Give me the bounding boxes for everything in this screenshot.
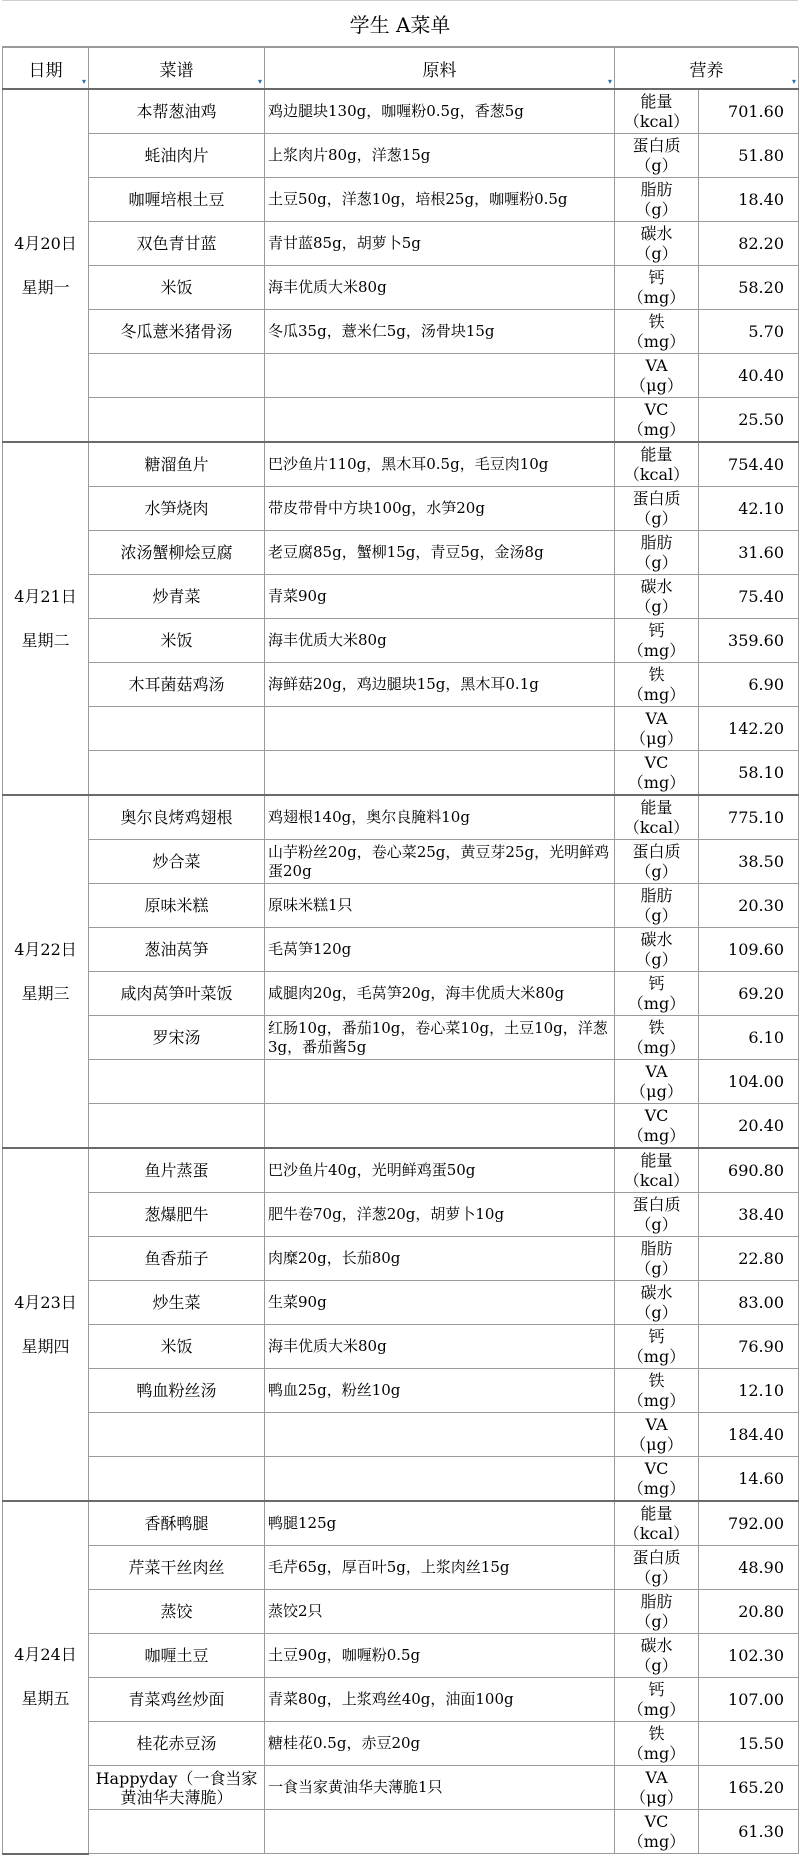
menu-row xyxy=(3,266,799,310)
dish-name-cell[interactable]: 浓汤蟹柳烩豆腐 xyxy=(89,531,265,575)
dish-name-cell[interactable]: 冬瓜薏米猪骨汤 xyxy=(89,310,265,354)
header-nutrition[interactable] xyxy=(615,48,799,90)
nutrient-value-cell[interactable]: 6.10 xyxy=(699,1016,799,1060)
ingredients-cell[interactable]: 海丰优质大米80g xyxy=(265,619,615,663)
nutrient-value-cell[interactable]: 38.50 xyxy=(699,840,799,884)
day-date: 4月24日 xyxy=(14,1645,77,1665)
ingredients-cell[interactable] xyxy=(265,1457,615,1502)
ingredients-cell[interactable]: 鸡边腿块130g，咖喱粉0.5g，香葱5g xyxy=(265,89,615,134)
day-weekday: 星期一 xyxy=(21,277,70,297)
day-date: 4月23日 xyxy=(14,1292,77,1312)
ingredients-cell[interactable]: 带皮带骨中方块100g，水笋20g xyxy=(265,487,615,531)
dish-name-cell[interactable]: 罗宋汤 xyxy=(89,1016,265,1060)
ingredients-cell[interactable]: 巴沙鱼片40g，光明鲜鸡蛋50g xyxy=(265,1148,615,1193)
header-row xyxy=(3,48,799,90)
nutrient-value-cell[interactable]: 12.10 xyxy=(699,1369,799,1413)
menu-row xyxy=(3,1810,799,1854)
dish-name-cell[interactable]: 鱼香茄子 xyxy=(89,1237,265,1281)
menu-row xyxy=(3,1148,799,1193)
nutrient-label-cell[interactable] xyxy=(615,1634,699,1678)
dish-name-cell[interactable]: 炒合菜 xyxy=(89,840,265,884)
nutrient-label: VA （μg） xyxy=(630,1414,683,1454)
ingredients-cell[interactable]: 海丰优质大米80g xyxy=(265,266,615,310)
ingredients-cell[interactable]: 鸭腿125g xyxy=(265,1501,615,1546)
dish-name-cell[interactable]: 咸肉莴笋叶菜饭 xyxy=(89,972,265,1016)
nutrient-label-cell[interactable] xyxy=(615,1016,699,1060)
dish-name-cell[interactable] xyxy=(89,1457,265,1502)
menu-row xyxy=(3,531,799,575)
nutrient-label-cell[interactable] xyxy=(615,575,699,619)
nutrient-label-cell[interactable] xyxy=(615,1413,699,1457)
menu-row xyxy=(3,1766,799,1810)
nutrient-label: 能量 （kcal） xyxy=(623,1150,690,1190)
day-date-cell[interactable] xyxy=(3,1148,89,1501)
nutrient-label-cell[interactable] xyxy=(615,266,699,310)
dish-name-cell[interactable]: 蒸饺 xyxy=(89,1590,265,1634)
dish-name-cell[interactable]: 桂花赤豆汤 xyxy=(89,1722,265,1766)
nutrient-label-cell[interactable] xyxy=(615,619,699,663)
nutrient-label: 能量 （kcal） xyxy=(623,797,690,837)
menu-row xyxy=(3,1281,799,1325)
ingredients-cell[interactable] xyxy=(265,707,615,751)
nutrient-value-cell[interactable]: 61.30 xyxy=(699,1810,799,1854)
nutrient-label: VC （mg） xyxy=(627,1105,686,1145)
nutrient-label: 钙 （mg） xyxy=(627,267,686,307)
menu-sheet xyxy=(2,0,798,1855)
dish-name-cell[interactable]: 青菜鸡丝炒面 xyxy=(89,1678,265,1722)
nutrient-label: 碳水 （g） xyxy=(635,929,678,969)
day-date-cell[interactable] xyxy=(3,795,89,1148)
menu-row xyxy=(3,1590,799,1634)
nutrient-label-cell[interactable] xyxy=(615,310,699,354)
ingredients-cell[interactable] xyxy=(265,1413,615,1457)
day-date-cell[interactable] xyxy=(3,442,89,795)
nutrient-label-cell[interactable] xyxy=(615,1766,699,1810)
dish-name-cell[interactable]: 香酥鸭腿 xyxy=(89,1501,265,1546)
nutrient-label-cell[interactable] xyxy=(615,178,699,222)
ingredients-cell[interactable]: 土豆50g，洋葱10g，培根25g，咖喱粉0.5g xyxy=(265,178,615,222)
ingredients-cell[interactable]: 鸡翅根140g，奥尔良腌料10g xyxy=(265,795,615,840)
ingredients-cell[interactable]: 原味米糕1只 xyxy=(265,884,615,928)
ingredients-cell[interactable]: 鸭血25g，粉丝10g xyxy=(265,1369,615,1413)
ingredients-cell[interactable]: 海鲜菇20g，鸡边腿块15g，黑木耳0.1g xyxy=(265,663,615,707)
dish-name-cell[interactable] xyxy=(89,707,265,751)
nutrient-label-cell[interactable] xyxy=(615,1104,699,1149)
nutrient-label: VC （mg） xyxy=(627,1458,686,1498)
dish-name-cell[interactable]: 咖喱培根土豆 xyxy=(89,178,265,222)
nutrient-label: 钙 （mg） xyxy=(627,973,686,1013)
dish-name-cell[interactable]: 鱼片蒸蛋 xyxy=(89,1148,265,1193)
nutrient-value-cell[interactable]: 20.80 xyxy=(699,1590,799,1634)
nutrient-label-cell[interactable] xyxy=(615,487,699,531)
nutrient-label-cell[interactable] xyxy=(615,398,699,443)
menu-row xyxy=(3,575,799,619)
nutrient-label-cell[interactable] xyxy=(615,1325,699,1369)
dish-name-cell[interactable] xyxy=(89,1060,265,1104)
filter-dropdown-icon[interactable]: ▾ xyxy=(607,77,612,86)
ingredients-cell[interactable]: 毛芹65g，厚百叶5g，上浆肉丝15g xyxy=(265,1546,615,1590)
nutrient-value-cell[interactable]: 18.40 xyxy=(699,178,799,222)
nutrient-label-cell[interactable] xyxy=(615,1501,699,1546)
menu-row xyxy=(3,1104,799,1149)
menu-row xyxy=(3,134,799,178)
ingredients-cell[interactable]: 青甘蓝85g，胡萝卜5g xyxy=(265,222,615,266)
dish-name-cell[interactable]: Happyday（一食当家黄油华夫薄脆） xyxy=(89,1766,265,1810)
nutrient-value-cell[interactable]: 165.20 xyxy=(699,1766,799,1810)
ingredients-cell[interactable] xyxy=(265,1060,615,1104)
day-date: 4月22日 xyxy=(14,939,77,959)
menu-row xyxy=(3,487,799,531)
nutrient-value-cell[interactable]: 58.10 xyxy=(699,751,799,796)
header-dish[interactable] xyxy=(89,48,265,90)
nutrient-label-cell[interactable] xyxy=(615,1148,699,1193)
ingredients-cell[interactable]: 冬瓜35g，薏米仁5g，汤骨块15g xyxy=(265,310,615,354)
nutrient-label: 脂肪 （g） xyxy=(635,1591,678,1631)
ingredients-cell[interactable]: 老豆腐85g，蟹柳15g，青豆5g，金汤8g xyxy=(265,531,615,575)
nutrient-value-cell[interactable]: 38.40 xyxy=(699,1193,799,1237)
nutrient-label: 钙 （mg） xyxy=(627,620,686,660)
nutrient-value-cell[interactable]: 792.00 xyxy=(699,1501,799,1546)
nutrient-label-cell[interactable] xyxy=(615,795,699,840)
ingredients-cell[interactable]: 巴沙鱼片110g，黑木耳0.5g，毛豆肉10g xyxy=(265,442,615,487)
menu-row xyxy=(3,1193,799,1237)
menu-row xyxy=(3,1634,799,1678)
nutrient-label: 能量 （kcal） xyxy=(623,1503,690,1543)
nutrient-label: 铁 （mg） xyxy=(627,664,686,704)
nutrient-label: 碳水 （g） xyxy=(635,1635,678,1675)
nutrient-value-cell[interactable]: 69.20 xyxy=(699,972,799,1016)
nutrient-value-cell[interactable]: 754.40 xyxy=(699,442,799,487)
nutrient-label: 蛋白质 （g） xyxy=(632,841,681,881)
menu-row xyxy=(3,795,799,840)
nutrient-label: VC （mg） xyxy=(627,399,686,439)
day-date-cell[interactable] xyxy=(3,1501,89,1854)
dish-name-cell[interactable] xyxy=(89,1413,265,1457)
dish-name-cell[interactable]: 双色青甘蓝 xyxy=(89,222,265,266)
menu-row xyxy=(3,89,799,134)
menu-row xyxy=(3,884,799,928)
ingredients-cell[interactable]: 一食当家黄油华夫薄脆1只 xyxy=(265,1766,615,1810)
nutrient-label: 脂肪 （g） xyxy=(635,885,678,925)
nutrient-value-cell[interactable]: 109.60 xyxy=(699,928,799,972)
nutrient-value-cell[interactable]: 359.60 xyxy=(699,619,799,663)
dish-name-cell[interactable]: 芹菜干丝肉丝 xyxy=(89,1546,265,1590)
menu-row xyxy=(3,663,799,707)
ingredients-cell[interactable]: 青菜80g，上浆鸡丝40g，油面100g xyxy=(265,1678,615,1722)
nutrient-label-cell[interactable] xyxy=(615,1193,699,1237)
ingredients-cell[interactable]: 土豆90g，咖喱粉0.5g xyxy=(265,1634,615,1678)
ingredients-cell[interactable] xyxy=(265,1104,615,1149)
ingredients-cell[interactable]: 蒸饺2只 xyxy=(265,1590,615,1634)
nutrient-value-cell[interactable]: 701.60 xyxy=(699,89,799,134)
menu-row xyxy=(3,398,799,443)
header-date-label: 日期 xyxy=(28,60,63,81)
nutrient-value-cell[interactable]: 25.50 xyxy=(699,398,799,443)
header-ingredients-label: 原料 xyxy=(422,60,457,81)
nutrient-label: 碳水 （g） xyxy=(635,223,678,263)
nutrient-label: VA （μg） xyxy=(630,1767,683,1807)
dish-name-cell[interactable] xyxy=(89,751,265,796)
nutrient-value-cell[interactable]: 107.00 xyxy=(699,1678,799,1722)
nutrient-value-cell[interactable]: 20.30 xyxy=(699,884,799,928)
ingredients-cell[interactable]: 生菜90g xyxy=(265,1281,615,1325)
ingredients-cell[interactable]: 肥牛卷70g，洋葱20g，胡萝卜10g xyxy=(265,1193,615,1237)
nutrient-label-cell[interactable] xyxy=(615,1678,699,1722)
nutrient-label: VC （mg） xyxy=(627,752,686,792)
menu-row xyxy=(3,1546,799,1590)
dish-name-cell[interactable] xyxy=(89,1810,265,1854)
nutrient-label-cell[interactable] xyxy=(615,1722,699,1766)
nutrient-value-cell[interactable]: 58.20 xyxy=(699,266,799,310)
menu-row xyxy=(3,840,799,884)
nutrient-value-cell[interactable]: 5.70 xyxy=(699,310,799,354)
ingredients-cell[interactable]: 毛莴笋120g xyxy=(265,928,615,972)
nutrient-label-cell[interactable] xyxy=(615,840,699,884)
menu-row xyxy=(3,707,799,751)
ingredients-cell[interactable]: 肉糜20g，长茄80g xyxy=(265,1237,615,1281)
day-date: 4月20日 xyxy=(14,233,77,253)
ingredients-cell[interactable]: 红肠10g，番茄10g，卷心菜10g，土豆10g，洋葱3g，番茄酱5g xyxy=(265,1016,615,1060)
menu-row xyxy=(3,1060,799,1104)
nutrient-value-cell[interactable]: 82.20 xyxy=(699,222,799,266)
menu-row xyxy=(3,1722,799,1766)
dish-name-cell[interactable]: 蚝油肉片 xyxy=(89,134,265,178)
filter-dropdown-icon[interactable]: ▾ xyxy=(791,77,796,86)
menu-row xyxy=(3,972,799,1016)
nutrient-value-cell[interactable]: 14.60 xyxy=(699,1457,799,1502)
nutrient-value-cell[interactable]: 104.00 xyxy=(699,1060,799,1104)
dish-name-cell[interactable]: 米饭 xyxy=(89,1325,265,1369)
nutrient-value-cell[interactable]: 76.90 xyxy=(699,1325,799,1369)
nutrient-value-cell[interactable]: 690.80 xyxy=(699,1148,799,1193)
ingredients-cell[interactable]: 海丰优质大米80g xyxy=(265,1325,615,1369)
nutrient-label-cell[interactable] xyxy=(615,707,699,751)
nutrient-label-cell[interactable] xyxy=(615,89,699,134)
nutrient-label: 脂肪 （g） xyxy=(635,532,678,572)
nutrient-label-cell[interactable] xyxy=(615,1369,699,1413)
header-dish-label: 菜谱 xyxy=(159,60,194,81)
nutrient-label: VA （μg） xyxy=(630,1061,683,1101)
dish-name-cell[interactable]: 米饭 xyxy=(89,619,265,663)
menu-row xyxy=(3,178,799,222)
nutrient-value-cell[interactable]: 142.20 xyxy=(699,707,799,751)
nutrient-value-cell[interactable]: 775.10 xyxy=(699,795,799,840)
menu-body xyxy=(3,89,799,1854)
header-date[interactable] xyxy=(3,48,89,90)
nutrient-value-cell[interactable]: 40.40 xyxy=(699,354,799,398)
dish-name-cell[interactable]: 水笋烧肉 xyxy=(89,487,265,531)
nutrient-label: 蛋白质 （g） xyxy=(632,135,681,175)
nutrient-label: 碳水 （g） xyxy=(635,576,678,616)
nutrient-value-cell[interactable]: 184.40 xyxy=(699,1413,799,1457)
nutrient-value-cell[interactable]: 48.90 xyxy=(699,1546,799,1590)
dish-name-cell[interactable]: 木耳菌菇鸡汤 xyxy=(89,663,265,707)
dish-name-cell[interactable]: 葱油莴笋 xyxy=(89,928,265,972)
day-date: 4月21日 xyxy=(14,586,77,606)
menu-row xyxy=(3,1501,799,1546)
nutrient-label-cell[interactable] xyxy=(615,928,699,972)
menu-row xyxy=(3,1369,799,1413)
ingredients-cell[interactable] xyxy=(265,1810,615,1854)
menu-row xyxy=(3,619,799,663)
nutrient-label: VA （μg） xyxy=(630,355,683,395)
ingredients-cell[interactable]: 山芋粉丝20g，卷心菜25g，黄豆芽25g，光明鲜鸡蛋20g xyxy=(265,840,615,884)
menu-row xyxy=(3,354,799,398)
nutrient-label: 蛋白质 （g） xyxy=(632,1547,681,1587)
dish-name-cell[interactable] xyxy=(89,1104,265,1149)
menu-row xyxy=(3,1678,799,1722)
nutrient-label-cell[interactable] xyxy=(615,1810,699,1854)
nutrient-label: VC （mg） xyxy=(627,1811,686,1851)
nutrient-label-cell[interactable] xyxy=(615,222,699,266)
dish-name-cell[interactable]: 葱爆肥牛 xyxy=(89,1193,265,1237)
dish-name-cell[interactable]: 本帮葱油鸡 xyxy=(89,89,265,134)
menu-row xyxy=(3,1457,799,1502)
nutrient-value-cell[interactable]: 42.10 xyxy=(699,487,799,531)
nutrient-label: 蛋白质 （g） xyxy=(632,1194,681,1234)
menu-row xyxy=(3,222,799,266)
day-weekday: 星期二 xyxy=(21,630,70,650)
nutrient-value-cell[interactable]: 20.40 xyxy=(699,1104,799,1149)
dish-name-cell[interactable]: 咖喱土豆 xyxy=(89,1634,265,1678)
menu-row xyxy=(3,751,799,796)
filter-dropdown-icon[interactable]: ▾ xyxy=(81,77,86,86)
header-ingredients[interactable] xyxy=(265,48,615,90)
dish-name-cell[interactable]: 奥尔良烤鸡翅根 xyxy=(89,795,265,840)
nutrient-value-cell[interactable]: 22.80 xyxy=(699,1237,799,1281)
menu-row xyxy=(3,1016,799,1060)
nutrient-label: 脂肪 （g） xyxy=(635,1238,678,1278)
nutrient-label: 钙 （mg） xyxy=(627,1326,686,1366)
nutrient-label: VA （μg） xyxy=(630,708,683,748)
nutrient-label-cell[interactable] xyxy=(615,134,699,178)
nutrient-value-cell[interactable]: 75.40 xyxy=(699,575,799,619)
dish-name-cell[interactable] xyxy=(89,398,265,443)
menu-row xyxy=(3,928,799,972)
menu-row xyxy=(3,310,799,354)
dish-name-cell[interactable]: 米饭 xyxy=(89,266,265,310)
day-weekday: 星期三 xyxy=(21,983,70,1003)
nutrient-label-cell[interactable] xyxy=(615,663,699,707)
sheet-title: 学生 A菜单 xyxy=(2,0,798,47)
nutrient-label-cell[interactable] xyxy=(615,1060,699,1104)
nutrient-label-cell[interactable] xyxy=(615,1237,699,1281)
dish-name-cell[interactable]: 炒青菜 xyxy=(89,575,265,619)
nutrient-label-cell[interactable] xyxy=(615,531,699,575)
nutrient-label-cell[interactable] xyxy=(615,972,699,1016)
menu-row xyxy=(3,1325,799,1369)
menu-table xyxy=(2,47,799,1855)
nutrient-label: 铁 （mg） xyxy=(627,1370,686,1410)
dish-name-cell[interactable]: 糖溜鱼片 xyxy=(89,442,265,487)
nutrient-label-cell[interactable] xyxy=(615,884,699,928)
nutrient-label: 钙 （mg） xyxy=(627,1679,686,1719)
nutrient-label-cell[interactable] xyxy=(615,751,699,796)
nutrient-value-cell[interactable]: 31.60 xyxy=(699,531,799,575)
ingredients-cell[interactable]: 咸腿肉20g，毛莴笋20g，海丰优质大米80g xyxy=(265,972,615,1016)
ingredients-cell[interactable] xyxy=(265,354,615,398)
nutrient-label-cell[interactable] xyxy=(615,1281,699,1325)
nutrient-label: 铁 （mg） xyxy=(627,1017,686,1057)
dish-name-cell[interactable]: 炒生菜 xyxy=(89,1281,265,1325)
header-nutrition-label: 营养 xyxy=(689,60,724,81)
nutrient-label: 脂肪 （g） xyxy=(635,179,678,219)
nutrient-label: 铁 （mg） xyxy=(627,1723,686,1763)
nutrient-label-cell[interactable] xyxy=(615,354,699,398)
nutrient-value-cell[interactable]: 83.00 xyxy=(699,1281,799,1325)
filter-dropdown-icon[interactable]: ▾ xyxy=(257,77,262,86)
nutrient-label-cell[interactable] xyxy=(615,442,699,487)
nutrient-value-cell[interactable]: 6.90 xyxy=(699,663,799,707)
nutrient-label: 能量 （kcal） xyxy=(623,91,690,131)
menu-row xyxy=(3,442,799,487)
nutrient-label: 能量 （kcal） xyxy=(623,444,690,484)
ingredients-cell[interactable] xyxy=(265,398,615,443)
nutrient-value-cell[interactable]: 15.50 xyxy=(699,1722,799,1766)
day-weekday: 星期五 xyxy=(21,1689,70,1709)
ingredients-cell[interactable]: 糖桂花0.5g，赤豆20g xyxy=(265,1722,615,1766)
nutrient-label-cell[interactable] xyxy=(615,1590,699,1634)
menu-row xyxy=(3,1413,799,1457)
dish-name-cell[interactable]: 鸭血粉丝汤 xyxy=(89,1369,265,1413)
day-date-cell[interactable] xyxy=(3,89,89,442)
nutrient-label-cell[interactable] xyxy=(615,1546,699,1590)
nutrient-label: 铁 （mg） xyxy=(627,311,686,351)
nutrient-label: 蛋白质 （g） xyxy=(632,488,681,528)
dish-name-cell[interactable]: 原味米糕 xyxy=(89,884,265,928)
nutrient-value-cell[interactable]: 51.80 xyxy=(699,134,799,178)
nutrient-label-cell[interactable] xyxy=(615,1457,699,1502)
day-weekday: 星期四 xyxy=(21,1336,70,1356)
ingredients-cell[interactable]: 青菜90g xyxy=(265,575,615,619)
menu-row xyxy=(3,1237,799,1281)
ingredients-cell[interactable] xyxy=(265,751,615,796)
nutrient-label: 碳水 （g） xyxy=(635,1282,678,1322)
nutrient-value-cell[interactable]: 102.30 xyxy=(699,1634,799,1678)
ingredients-cell[interactable]: 上浆肉片80g，洋葱15g xyxy=(265,134,615,178)
dish-name-cell[interactable] xyxy=(89,354,265,398)
